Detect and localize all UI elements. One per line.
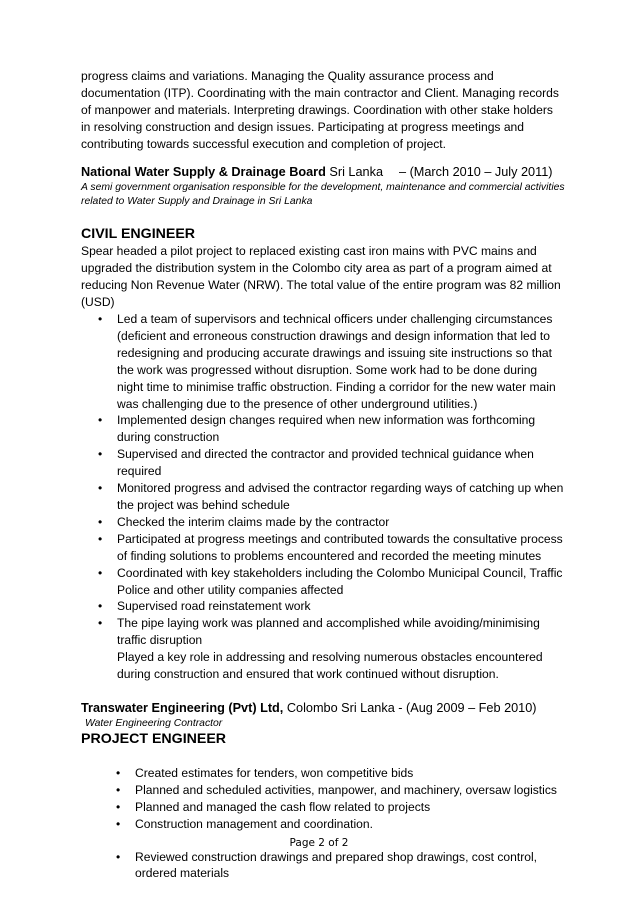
employer-description: Water Engineering Contractor [85, 717, 223, 729]
page-footer: Page 2 of 2 [289, 837, 349, 849]
bullet-icon: • [98, 413, 103, 428]
role-title: PROJECT ENGINEER [81, 730, 227, 747]
bullet-icon: • [98, 312, 103, 326]
employer-line [81, 700, 565, 717]
bullet-icon: • [98, 565, 103, 580]
bullet-icon: • [98, 481, 103, 496]
intro-paragraph: progress claims and variations. Managing the Quality assurance process and documentation (ITP). Coordinating with the main contractor and Client. Managing records of manpower and materials. Interpreting drawings. Coordination with other stake holders in resolving construction and design issues. Participating at progress meetings and contributing towards successful execution and completion of project. [81, 69, 559, 151]
list-item: • Created estimates for tenders, won competitive bids [116, 765, 414, 780]
list-item: • Checked the interim claims made by the contractor [98, 514, 390, 529]
list-item: • The pipe laying work was planned and accomplished while avoiding/minimising traffic disruption Played a key role in addressing and resolving numerous obstacles encountered during construction and ensured that work continued without disruption. [98, 616, 543, 682]
list-item: • Planned and managed the cash flow related to projects [116, 799, 431, 814]
job-transwater [81, 700, 565, 882]
employment-dates: – (March 2010 – July 2011) [399, 165, 553, 179]
employer-name: Transwater Engineering (Pvt) Ltd, [81, 700, 284, 715]
list-item: • Coordinated with key stakeholders including the Colombo Municipal Council, Traffic Police and other utility companies affected [98, 565, 563, 597]
list-item: • Reviewed construction drawings and prepared shop drawings, cost control, ordered materials [116, 849, 537, 881]
list-item: • Planned and scheduled activities, manpower, and machinery, oversaw logistics [116, 782, 557, 797]
bullet-icon: • [98, 514, 103, 529]
bullet-icon: • [98, 599, 103, 614]
employer-line [81, 164, 565, 181]
employer-location-dates: Colombo Sri Lanka - (Aug 2009 – Feb 2010) [283, 700, 537, 715]
bullet-icon: • [116, 782, 121, 797]
list-item: • Construction management and coordination. [116, 816, 373, 831]
bullet-continuation: Played a key role in addressing and resolving numerous obstacles encountered during construction and ensured that work continued without disruption. [117, 650, 543, 682]
bullet-icon: • [116, 799, 121, 814]
list-item: • Participated at progress meetings and contributed towards the consultative process of finding solutions to problems encountered and recorded the meeting minutes [98, 531, 563, 563]
list-item: • Supervised road reinstatement work [98, 599, 311, 614]
role-summary: Spear headed a pilot project to replaced existing cast iron mains with PVC mains and upgraded the distribution system in the Colombo city area as part of a program aimed at reducing Non Revenue Water (NRW). The total value of the entire program was 82 million (USD) [81, 244, 561, 309]
bullet-icon: • [116, 816, 121, 831]
bullet-icon: • [116, 765, 121, 780]
list-item: • Implemented design changes required when new information was forthcoming during construction [98, 413, 536, 445]
role-title: CIVIL ENGINEER [81, 226, 196, 242]
employer-location: Sri Lanka [325, 165, 383, 179]
job-nwsdb [81, 164, 565, 683]
employer-name: National Water Supply & Drainage Board [81, 165, 326, 179]
bullet-icon: • [98, 447, 103, 462]
bullet-icon: • [116, 849, 121, 864]
bullet-icon: • [98, 531, 103, 546]
bullet-icon: • [98, 616, 103, 631]
responsibilities-list [81, 765, 565, 833]
list-item: • Supervised and directed the contractor and provided technical guidance when required [98, 447, 534, 479]
list-item: • Monitored progress and advised the contractor regarding ways of catching up when the project was behind schedule [98, 481, 564, 512]
responsibilities-list [81, 849, 565, 883]
employer-description: A semi government organisation responsible for the development, maintenance and commercial activities related to Water Supply and Drainage in Sri Lanka [81, 182, 565, 207]
responsibilities-list [81, 311, 565, 683]
resume-page [81, 68, 565, 882]
list-item: • Led a team of supervisors and technical officers under challenging circumstances (deficient and erroneous construction drawings and design information that led to redesigning and producing accurate drawings and issuing site instructions so that the work was progressed without disruption. Some work had to be done during night time to minimise traffic obstruction. Finding a corridor for the new water main was challenging due to the presence of other underground utilities.) [98, 312, 556, 411]
